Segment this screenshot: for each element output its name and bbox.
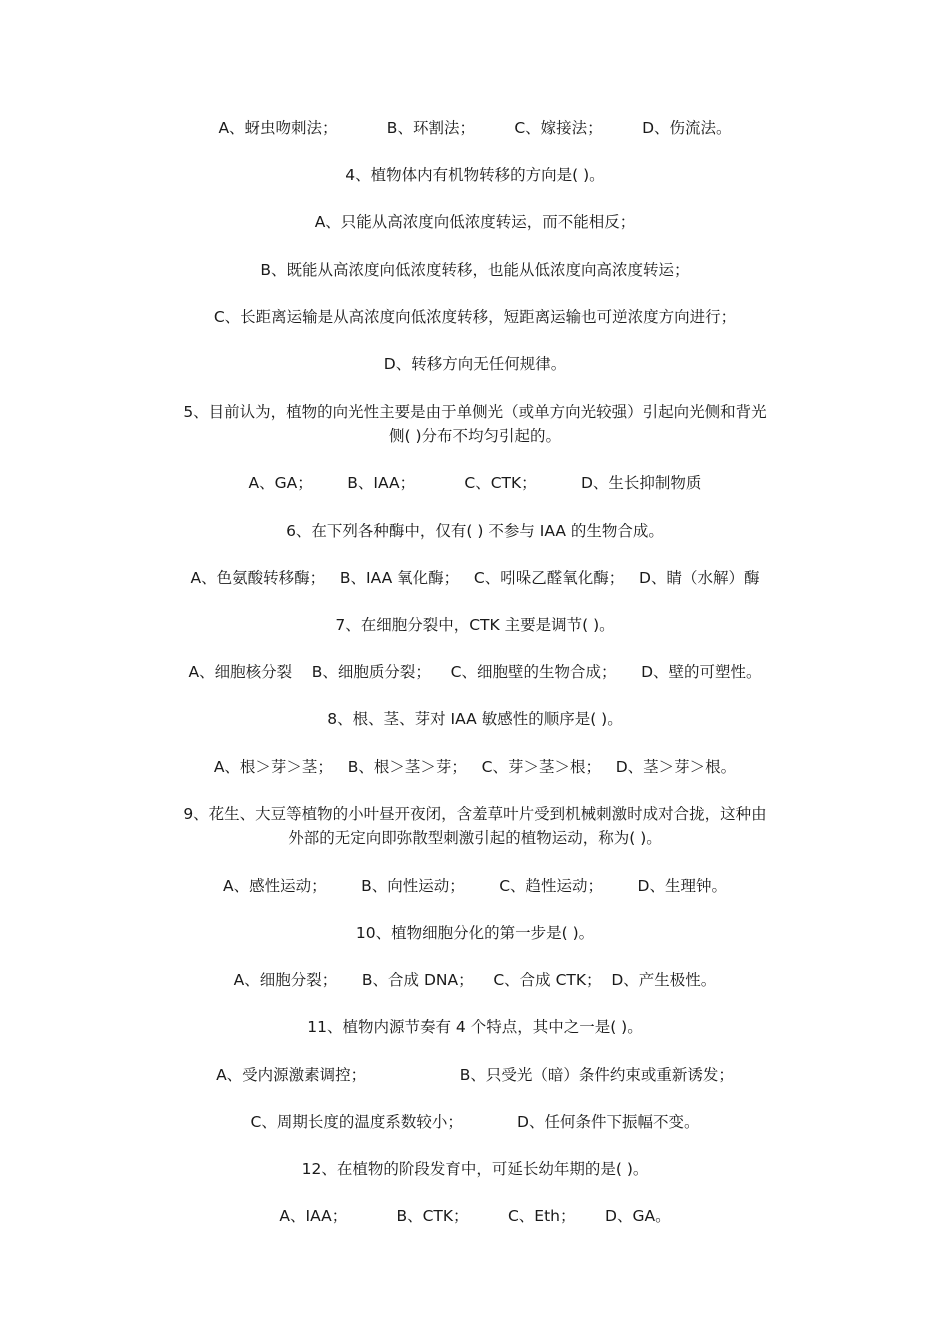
- question-6: 6、在下列各种酶中，仅有( ) 不参与 IAA 的生物合成。: [286, 522, 664, 540]
- options-q11-cd: C、周期长度的温度系数较小； D、任何条件下振幅不变。: [250, 1113, 700, 1131]
- question-5: [0, 400, 950, 448]
- option-4a: A、只能从高浓度向低浓度转运，而不能相反；: [314, 213, 636, 231]
- options-q12: A、IAA； B、CTK； C、Eth； D、GA。: [279, 1207, 671, 1225]
- options-q6: A、色氨酸转移酶； B、IAA 氧化酶； C、吲哚乙醛氧化酶； D、睛（水解）酶: [190, 569, 760, 587]
- question-11: 11、植物内源节奏有 4 个特点，其中之一是( )。: [307, 1018, 643, 1036]
- options-q10: A、细胞分裂； B、合成 DNA； C、合成 CTK； D、产生极性。: [233, 971, 717, 989]
- option-4c: C、长距离运输是从高浓度向低浓度转移，短距离运输也可逆浓度方向进行；: [213, 308, 737, 326]
- question-9-line2: 外部的无定向即弥散型刺激引起的植物运动，称为( )。: [288, 829, 662, 847]
- options-q11-ab: A、受内源激素调控； B、只受光（暗）条件约束或重新诱发；: [216, 1066, 734, 1084]
- option-4b: B、既能从高浓度向低浓度转移，也能从低浓度向高浓度转运；: [260, 261, 690, 279]
- question-8: 8、根、茎、芽对 IAA 敏感性的顺序是( )。: [327, 710, 623, 728]
- options-q3: A、蚜虫吻刺法； B、环割法； C、嫁接法； D、伤流法。: [218, 119, 732, 137]
- question-4: 4、植物体内有机物转移的方向是( )。: [345, 166, 605, 184]
- options-q7: A、细胞核分裂 B、细胞质分裂； C、细胞壁的生物合成； D、壁的可塑性。: [188, 663, 762, 681]
- question-5-line1: 5、目前认为，植物的向光性主要是由于单侧光（或单方向光较强）引起向光侧和背光: [183, 403, 767, 421]
- question-5-line2: 侧( )分布不均匀引起的。: [388, 427, 562, 445]
- options-q5: A、GA； B、IAA； C、CTK； D、生长抑制物质: [248, 474, 702, 492]
- option-4d: D、转移方向无任何规律。: [383, 355, 567, 373]
- question-9: [0, 802, 950, 850]
- options-q9: A、感性运动； B、向性运动； C、趋性运动； D、生理钟。: [223, 877, 727, 895]
- question-10: 10、植物细胞分化的第一步是( )。: [355, 924, 595, 942]
- options-q8: A、根＞芽＞茎； B、根＞茎＞芽； C、芽＞茎＞根； D、茎＞芽＞根。: [213, 758, 737, 776]
- question-12: 12、在植物的阶段发育中，可延长幼年期的是( )。: [301, 1160, 649, 1178]
- question-7: 7、在细胞分裂中，CTK 主要是调节( )。: [335, 616, 615, 634]
- question-9-line1: 9、花生、大豆等植物的小叶昼开夜闭，含羞草叶片受到机械刺激时成对合拢，这种由: [183, 805, 767, 823]
